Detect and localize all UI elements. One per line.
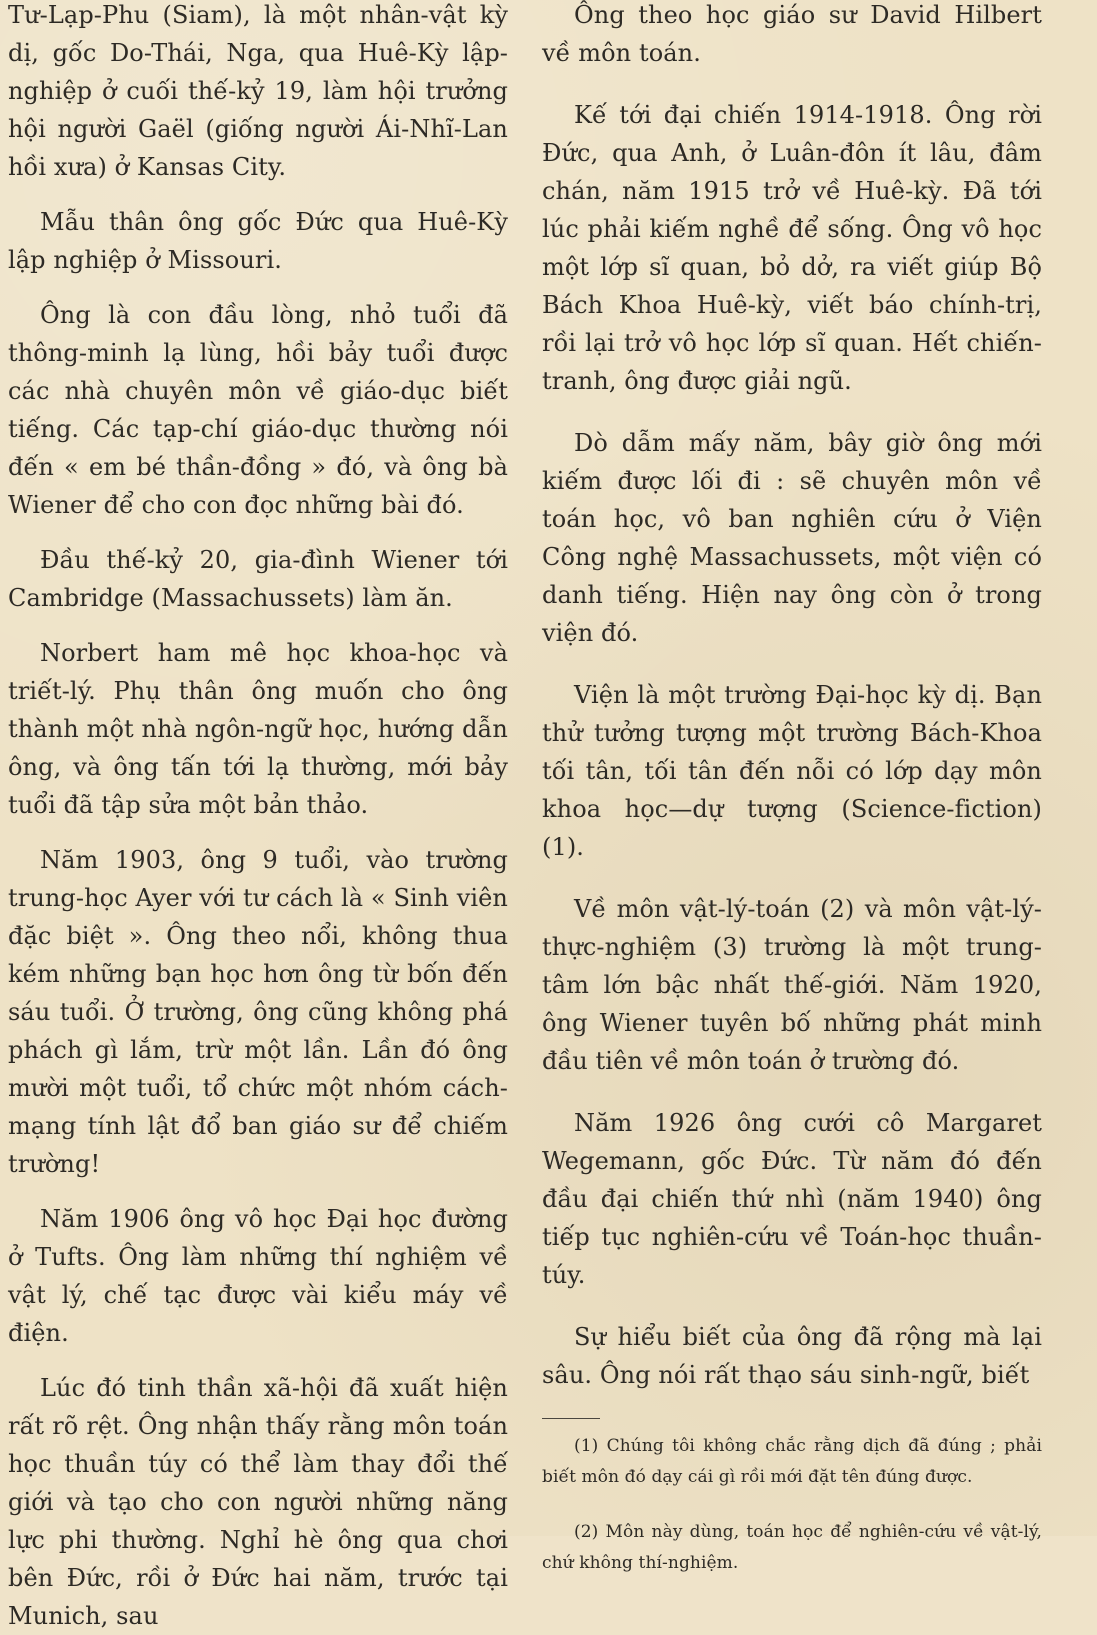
paragraph: Ông theo học giáo sư David Hilbert về môn toán. (542, 1, 1042, 67)
footnote-2: (2) Môn này dùng, toán học để nghiên-cứu về vật-lý, chứ không thí-nghiệm. (542, 1522, 1042, 1573)
paragraph: Ông là con đầu lòng, nhỏ tuổi đã thông-minh lạ lùng, hồi bảy tuổi được các nhà chuyên môn về giáo-dục biết tiếng. Các tạp-chí giáo-dục thường nói đến « em bé thần-đồng » đó, và ông bà Wiener để cho con đọc những bài đó. (8, 301, 508, 519)
paragraph: Về môn vật-lý-toán (2) và môn vật-lý-thực-nghiệm (3) trường là một trung-tâm lớn bậc nhất thế-giới. Năm 1920, ông Wiener tuyên bố những phát minh đầu tiên về môn toán ở trường đó. (542, 895, 1042, 1075)
paragraph: Sự hiểu biết của ông đã rộng mà lại sâu. Ông nói rất thạo sáu sinh-ngữ, biết (542, 1323, 1042, 1389)
paragraph: Viện là một trường Đại-học kỳ dị. Bạn thử tưởng tượng một trường Bách-Khoa tối tân, tối tân đến nỗi có lớp dạy môn khoa học—dự tượng (Science-fiction) (1). (542, 681, 1042, 861)
paragraph: Năm 1903, ông 9 tuổi, vào trường trung-học Ayer với tư cách là « Sinh viên đặc biệt ». Ông theo nổi, không thua kém những bạn học hơn ông từ bốn đến sáu tuổi. Ở trường, ông cũng không phá phách gì lắm, trừ một lần. Lần đó ông mười một tuổi, tổ chức một nhóm cách-mạng tính lật đổ ban giáo sư để chiếm trường! (8, 846, 508, 1178)
paragraph: Lúc đó tinh thần xã-hội đã xuất hiện rất rõ rệt. Ông nhận thấy rằng môn toán học thuần túy có thể làm thay đổi thế giới và tạo cho con người những năng lực phi thường. Nghỉ hè ông qua chơi bên Đức, rồi ở Đức hai năm, trước tại Munich, sau (8, 1374, 508, 1630)
paragraph: Kế tới đại chiến 1914-1918. Ông rời Đức, qua Anh, ở Luân-đôn ít lâu, đâm chán, năm 1915 trở về Huê-kỳ. Đã tới lúc phải kiếm nghề để sống. Ông vô học một lớp sĩ quan, bỏ dở, ra viết giúp Bộ Bách Khoa Huê-kỳ, viết báo chính-trị, rồi lại trở vô học lớp sĩ quan. Hết chiến-tranh, ông được giải ngũ. (542, 101, 1042, 395)
paragraph: Năm 1926 ông cưới cô Margaret Wegemann, gốc Đức. Từ năm đó đến đầu đại chiến thứ nhì (năm 1940) ông tiếp tục nghiên-cứu về Toán-học thuần-túy. (542, 1109, 1042, 1289)
paragraph: Năm 1906 ông vô học Đại học đường ở Tufts. Ông làm những thí nghiệm về vật lý, chế tạc được vài kiểu máy về điện. (8, 1205, 508, 1347)
paragraph: Dò dẫm mấy năm, bây giờ ông mới kiếm được lối đi : sẽ chuyên môn về toán học, vô ban nghiên cứu ở Viện Công nghệ Massachussets, một viện có danh tiếng. Hiện nay ông còn ở trong viện đó. (542, 429, 1042, 647)
paragraph: Mẫu thân ông gốc Đức qua Huê-Kỳ lập nghiệp ở Missouri. (8, 208, 508, 274)
right-column (542, 0, 1042, 1579)
footnotes (542, 1431, 1042, 1579)
footnote-1: (1) Chúng tôi không chắc rằng dịch đã đúng ; phải biết môn đó dạy cái gì rồi mới đặt tên đúng được. (542, 1436, 1042, 1487)
paragraph: Norbert ham mê học khoa-học và triết-lý. Phụ thân ông muốn cho ông thành một nhà ngôn-ngữ học, hướng dẫn ông, và ông tấn tới lạ thường, mới bảy tuổi đã tập sửa một bản thảo. (8, 639, 508, 819)
left-column (8, 0, 508, 1635)
paragraph: Tư-Lạp-Phu (Siam), là một nhân-vật kỳ dị, gốc Do-Thái, Nga, qua Huê-Kỳ lập-nghiệp ở cuối thế-kỷ 19, làm hội trưởng hội người Gaël (giống người Ái-Nhĩ-Lan hồi xưa) ở Kansas City. (8, 1, 508, 181)
footnote-divider (542, 1418, 600, 1419)
paragraph: Đầu thế-kỷ 20, gia-đình Wiener tới Cambridge (Massachussets) làm ăn. (8, 546, 508, 612)
